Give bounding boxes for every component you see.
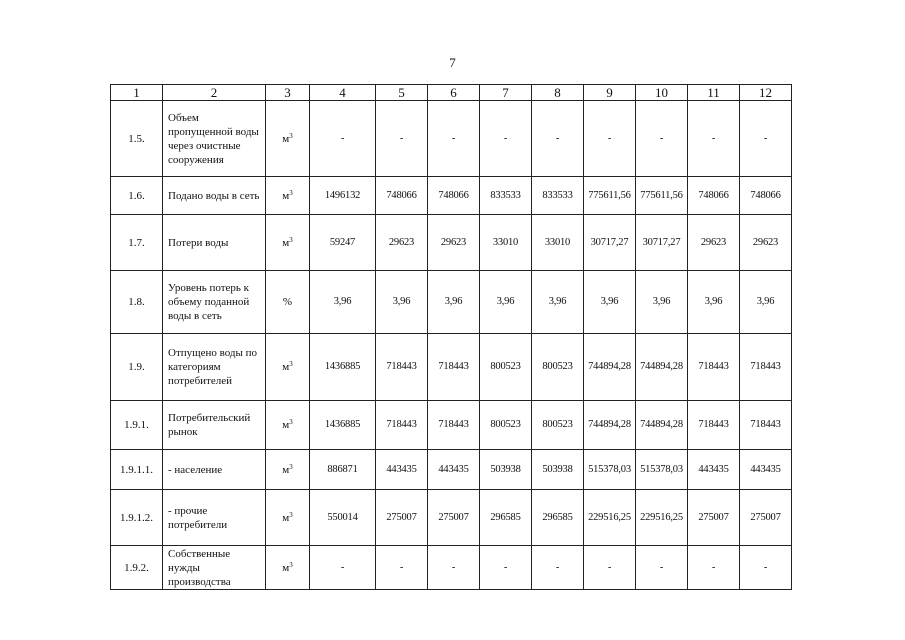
value-cell: 748066 [376,177,428,215]
value-cell: 744894,28 [636,401,688,450]
value-cell: 443435 [376,450,428,490]
header-row [111,85,792,101]
value-cell: 1436885 [310,401,376,450]
value-cell: 3,96 [740,271,792,334]
value-cell: 744894,28 [584,334,636,401]
row-name: - прочие потребители [163,490,266,546]
value-cell: 886871 [310,450,376,490]
header-cell-11: 11 [688,85,740,101]
value-cell: 275007 [376,490,428,546]
header-cell-10: 10 [636,85,688,101]
value-cell: 29623 [740,215,792,271]
row-name: Потери воды [163,215,266,271]
row-unit [266,546,310,590]
value-cell: - [584,101,636,177]
value-cell: 229516,25 [636,490,688,546]
value-cell: 3,96 [636,271,688,334]
row-name: Отпущено воды по категориям потребителей [163,334,266,401]
row-unit [266,271,310,334]
value-cell: 748066 [740,177,792,215]
value-cell: 3,96 [532,271,584,334]
row-code: 1.9. [111,334,163,401]
header-cell-4: 4 [310,85,376,101]
table-row [111,490,792,546]
table-row [111,334,792,401]
value-cell: - [376,546,428,590]
value-cell: 296585 [480,490,532,546]
value-cell: 59247 [310,215,376,271]
unit-base: м [282,132,290,145]
value-cell: 33010 [532,215,584,271]
value-cell: 775611,56 [636,177,688,215]
value-cell: 744894,28 [636,334,688,401]
value-cell: - [584,546,636,590]
value-cell: 443435 [428,450,480,490]
row-name: - население [163,450,266,490]
unit-base: м [282,561,290,574]
data-table [110,84,792,590]
value-cell: 748066 [428,177,480,215]
value-cell: - [688,101,740,177]
value-cell: 33010 [480,215,532,271]
row-name: Подано воды в сеть [163,177,266,215]
value-cell: - [740,101,792,177]
unit-exponent: 3 [289,510,293,519]
row-code: 1.9.1. [111,401,163,450]
value-cell: 718443 [740,334,792,401]
row-code: 1.7. [111,215,163,271]
value-cell: 748066 [688,177,740,215]
value-cell: 718443 [428,401,480,450]
unit-exponent: 3 [289,418,293,426]
row-name: Объем пропущенной воды через очистные сооружения [163,101,266,177]
row-code: 1.5. [111,101,163,177]
value-cell: 744894,28 [584,401,636,450]
unit-exponent: 3 [289,360,293,368]
unit-exponent: 3 [289,131,293,140]
value-cell: - [376,101,428,177]
value-cell: 503938 [480,450,532,490]
value-cell: 800523 [480,401,532,450]
value-cell: - [636,546,688,590]
value-cell: 275007 [740,490,792,546]
value-cell: 275007 [428,490,480,546]
header-cell-1: 1 [111,85,163,101]
value-cell: 718443 [688,334,740,401]
unit-exponent: 3 [289,462,293,471]
value-cell: 3,96 [688,271,740,334]
value-cell: 3,96 [480,271,532,334]
header-cell-5: 5 [376,85,428,101]
value-cell: 3,96 [310,271,376,334]
value-cell: 30717,27 [636,215,688,271]
table-row [111,101,792,177]
value-cell: 503938 [532,450,584,490]
value-cell: - [532,546,584,590]
unit-base: % [282,296,293,308]
value-cell: 550014 [310,490,376,546]
value-cell: - [480,546,532,590]
value-cell: - [310,101,376,177]
value-cell: 29623 [688,215,740,271]
value-cell: 718443 [428,334,480,401]
unit-exponent: 3 [289,188,293,197]
value-cell: 800523 [532,401,584,450]
value-cell: - [310,546,376,590]
unit-base: м [282,463,290,476]
value-cell: - [480,101,532,177]
value-cell: 515378,03 [584,450,636,490]
value-cell: 515378,03 [636,450,688,490]
page-number: 7 [449,55,456,70]
value-cell: 443435 [688,450,740,490]
value-cell: - [532,101,584,177]
value-cell: 775611,56 [584,177,636,215]
value-cell: 3,96 [376,271,428,334]
value-cell: - [740,546,792,590]
row-code: 1.9.1.1. [111,450,163,490]
unit-base: м [282,419,290,431]
value-cell: 718443 [740,401,792,450]
row-unit [266,450,310,490]
row-unit [266,334,310,401]
value-cell: 718443 [376,334,428,401]
header-cell-9: 9 [584,85,636,101]
value-cell: - [688,546,740,590]
row-code: 1.9.1.2. [111,490,163,546]
row-name: Потребительский рынок [163,401,266,450]
value-cell: 30717,27 [584,215,636,271]
value-cell: - [428,546,480,590]
row-unit [266,215,310,271]
row-code: 1.6. [111,177,163,215]
value-cell: 275007 [688,490,740,546]
unit-base: м [282,189,290,202]
value-cell: 833533 [480,177,532,215]
table-row [111,450,792,490]
value-cell: 229516,25 [584,490,636,546]
value-cell: 718443 [688,401,740,450]
value-cell: 800523 [532,334,584,401]
row-unit [266,401,310,450]
value-cell: - [428,101,480,177]
header-cell-2: 2 [163,85,266,101]
unit-base: м [282,236,290,249]
row-name: Уровень потерь к объему поданной воды в сеть [163,271,266,334]
value-cell: 3,96 [428,271,480,334]
value-cell: 1496132 [310,177,376,215]
row-unit [266,490,310,546]
header-cell-6: 6 [428,85,480,101]
header-cell-7: 7 [480,85,532,101]
value-cell: 833533 [532,177,584,215]
header-cell-12: 12 [740,85,792,101]
value-cell: - [636,101,688,177]
unit-exponent: 3 [289,560,293,569]
value-cell: 800523 [480,334,532,401]
table-row [111,401,792,450]
value-cell: 443435 [740,450,792,490]
unit-base: м [282,361,290,373]
value-cell: 3,96 [584,271,636,334]
value-cell: 29623 [428,215,480,271]
unit-base: м [282,511,290,524]
row-name: Собственные нужды производства [163,546,266,590]
row-unit [266,177,310,215]
value-cell: 718443 [376,401,428,450]
row-code: 1.8. [111,271,163,334]
table-row [111,271,792,334]
header-cell-8: 8 [532,85,584,101]
table-row [111,177,792,215]
row-unit [266,101,310,177]
value-cell: 1436885 [310,334,376,401]
row-code: 1.9.2. [111,546,163,590]
table-row [111,215,792,271]
unit-exponent: 3 [289,235,293,244]
table-row [111,546,792,590]
header-cell-3: 3 [266,85,310,101]
value-cell: 296585 [532,490,584,546]
value-cell: 29623 [376,215,428,271]
